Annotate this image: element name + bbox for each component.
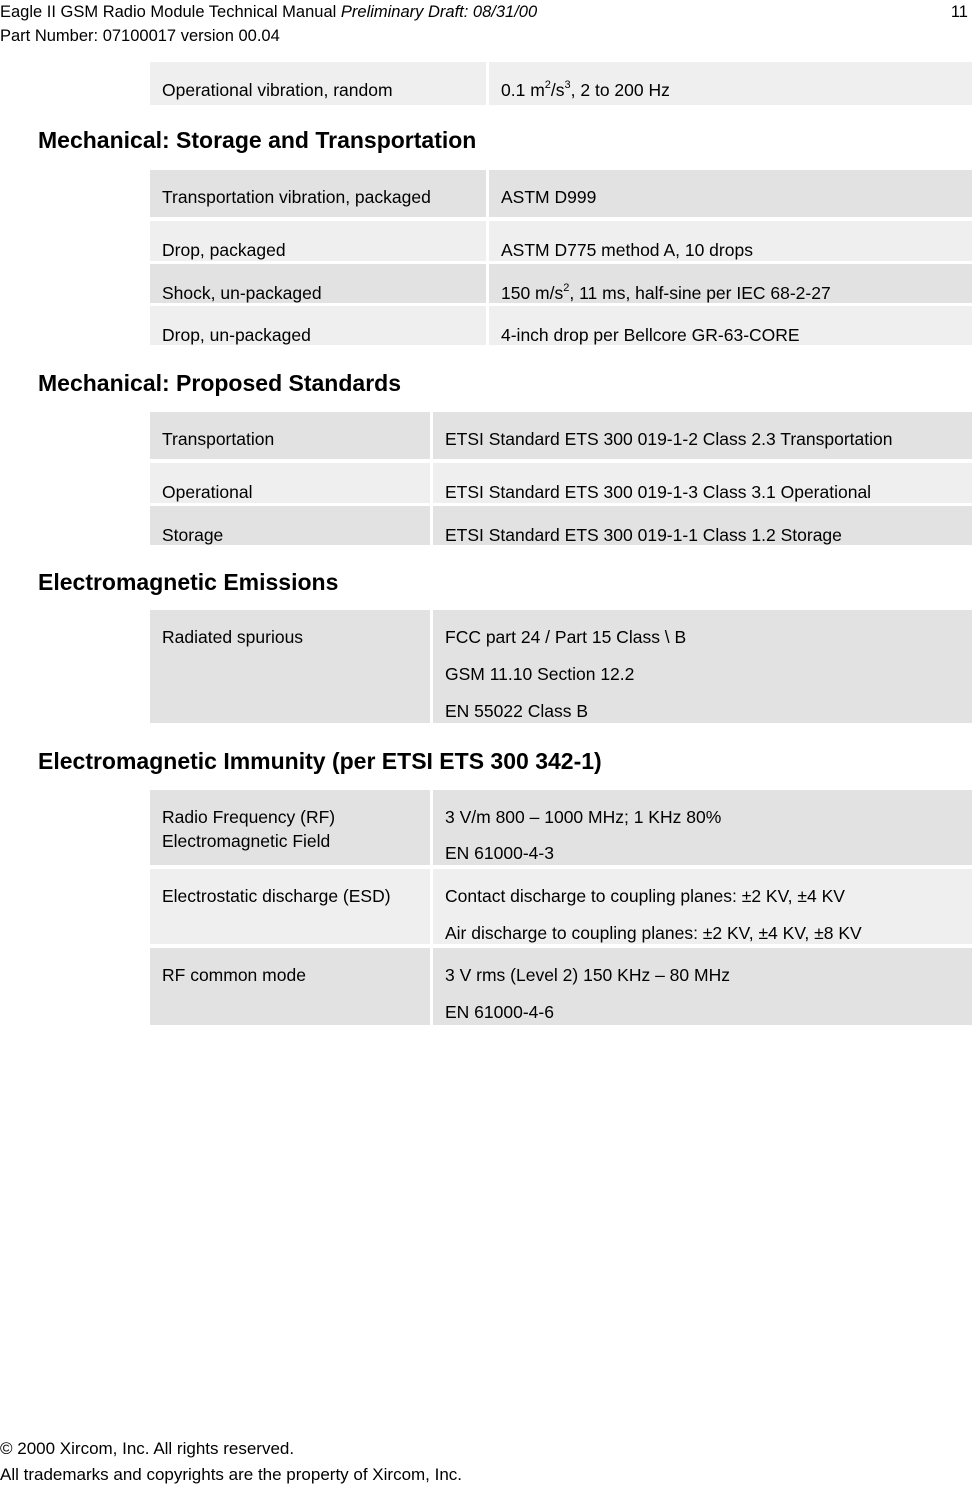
- table-cell-label: RF common mode: [150, 948, 430, 1025]
- table-cell-value: 150 $m/s^2$, 11 ms, half-sine per IEC 68-2-27: [489, 264, 972, 303]
- document-title: Eagle II GSM Radio Module Technical Manual Preliminary Draft: 08/31/00: [0, 3, 538, 21]
- value-line: 3 V/m 800 – 1000 MHz; 1 KHz 80%: [445, 807, 722, 827]
- page-number: 11: [950, 3, 968, 21]
- value-line: Contact discharge to coupling planes: ±2 KV, ±4 KV: [445, 886, 845, 906]
- table-cell-value: [433, 869, 972, 944]
- table-cell-label: Drop, packaged: [150, 221, 486, 261]
- table-cell-value: ETSI Standard ETS 300 019-1-2 Class 2.3 Transportation: [433, 412, 972, 459]
- table-cell-label: Radiated spurious: [150, 610, 430, 723]
- value-line: 3 V rms (Level 2) 150 KHz – 80 MHz: [445, 965, 730, 985]
- table-cell-label: Shock, un-packaged: [150, 264, 486, 303]
- table-cell-value: [433, 948, 972, 1025]
- table-cell-value: 4-inch drop per Bellcore GR-63-CORE: [489, 306, 972, 345]
- table-cell-value: ASTM D775 method A, 10 drops: [489, 221, 972, 261]
- section-heading-proposed: Mechanical: Proposed Standards: [38, 370, 401, 396]
- table-cell-label: Drop, un-packaged: [150, 306, 486, 345]
- table-cell-label: Operational: [150, 463, 430, 503]
- section-heading-immunity: Electromagnetic Immunity (per ETSI ETS 300 342-1): [38, 748, 602, 774]
- value-line: EN 61000-4-3: [445, 843, 554, 863]
- table-cell-label: Radio Frequency (RF) Electromagnetic Field: [150, 790, 430, 865]
- table-cell-label: Storage: [150, 506, 430, 545]
- copyright: © 2000 Xircom, Inc. All rights reserved.: [0, 1439, 295, 1458]
- table-cell-value: ETSI Standard ETS 300 019-1-3 Class 3.1 Operational: [433, 463, 972, 503]
- table-cell-label: Transportation: [150, 412, 430, 459]
- trademarks: All trademarks and copyrights are the property of Xircom, Inc.: [0, 1465, 463, 1484]
- value-line: EN 61000-4-6: [445, 1002, 554, 1022]
- value-line: FCC part 24 / Part 15 Class \ B: [445, 627, 687, 647]
- page-footer: [0, 1436, 462, 1488]
- section-heading-emissions: Electromagnetic Emissions: [38, 569, 339, 595]
- part-number: Part Number: 07100017 version 00.04: [0, 27, 280, 45]
- value-line: EN 55022 Class B: [445, 701, 588, 721]
- page-header: [0, 0, 972, 48]
- table-cell-value: 0.1 $m^2/s^3$, 2 to 200 Hz: [489, 62, 972, 105]
- table-cell-label: Transportation vibration, packaged: [150, 170, 486, 217]
- table-cell-value: ASTM D999: [489, 170, 972, 217]
- section-heading-storage: Mechanical: Storage and Transportation: [38, 127, 477, 153]
- table-cell-label: Electrostatic discharge (ESD): [150, 869, 430, 944]
- table-cell-label: Operational vibration, random: [150, 62, 486, 105]
- table-cell-value: [433, 610, 972, 723]
- table-cell-value: [433, 790, 972, 865]
- value-line: Air discharge to coupling planes: ±2 KV, ±4 KV, ±8 KV: [445, 923, 862, 943]
- table-cell-value: ETSI Standard ETS 300 019-1-1 Class 1.2 Storage: [433, 506, 972, 545]
- value-line: GSM 11.10 Section 12.2: [445, 664, 635, 684]
